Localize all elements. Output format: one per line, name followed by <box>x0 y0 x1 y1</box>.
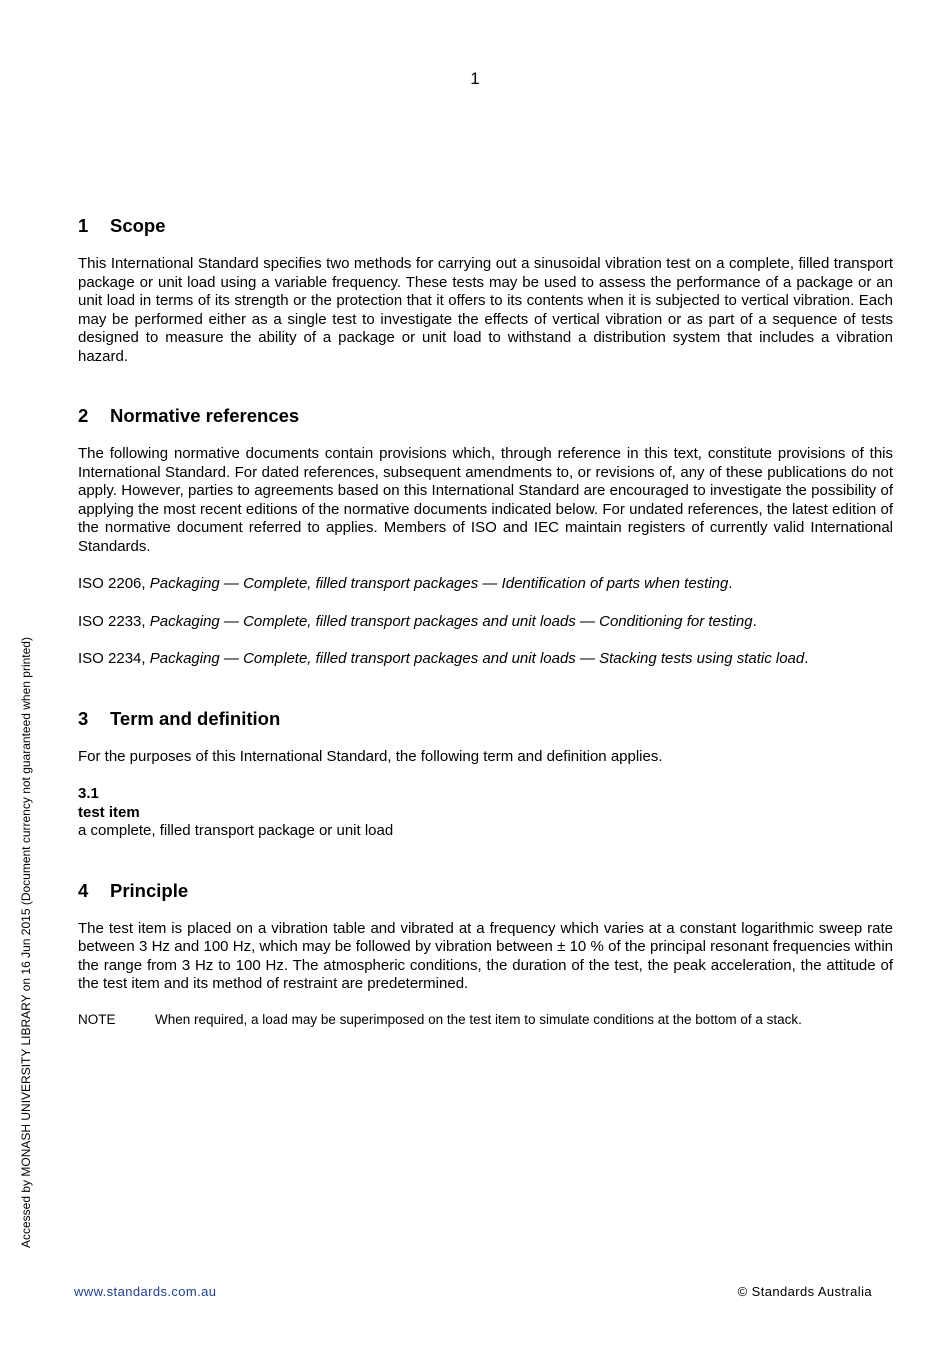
section-title: Scope <box>110 215 166 236</box>
section-number: 4 <box>78 879 89 901</box>
section-number: 2 <box>78 405 89 426</box>
term-definition: a complete, filled transport package or unit load <box>78 822 394 839</box>
principle-paragraph: The test item is placed on a vibration table and vibrated at a frequency which varies at a constant logarithmic sweep rate between 3 Hz and 100 Hz, which may be followed by vibration between ± 10 % of the principal resonant frequencies within the range from 3 Hz to 100 Hz. The atmospheric conditions, the duration of the test, the peak acceleration, the attitude of the test item and its method of restraint are predetermined. <box>78 919 893 992</box>
reference-code: ISO 2234, <box>78 650 146 667</box>
terms-paragraph: For the purposes of this International Standard, the following term and definition applies. <box>78 747 663 765</box>
section-heading-normative <box>78 404 893 428</box>
reference-end: . <box>728 575 733 592</box>
section-title: Principle <box>110 879 189 901</box>
note-label: NOTE <box>78 1011 116 1027</box>
section-number: 1 <box>78 215 89 236</box>
access-notice: Accessed by MONASH UNIVERSITY LIBRARY on 16 Jun 2015 (Document currency not guaranteed when printed) <box>19 637 33 1248</box>
footer-website-link[interactable]: www.standards.com.au <box>74 1284 217 1299</box>
reference-item <box>78 613 893 632</box>
section-term-definition <box>78 707 893 841</box>
footer-copyright: © Standards Australia <box>737 1284 872 1299</box>
section-normative-references <box>78 404 893 669</box>
reference-end: . <box>804 650 809 667</box>
reference-item <box>78 650 893 669</box>
note-text: When required, a load may be superimposed on the test item to simulate conditions at the bottom of a stack. <box>155 1011 802 1027</box>
note <box>78 1011 893 1028</box>
section-heading-principle <box>78 879 893 903</box>
section-heading-scope <box>78 214 893 238</box>
reference-item <box>78 575 893 594</box>
section-principle <box>78 879 893 1028</box>
scope-paragraph: This International Standard specifies two methods for carrying out a sinusoidal vibration test on a complete, filled transport package or unit load using a variable frequency. These tests may be used to assess the performance of a package or an unit load in terms of its strength or the protection that it offers to its contents when it is subjected to vertical vibration. Each may be performed either as a single test to investigate the effects of vertical vibration or as part of a sequence of tests designed to measure the ability of a package or unit load to withstand a distribution system that includes a vibration hazard. <box>78 255 893 365</box>
reference-code: ISO 2233, <box>78 612 146 630</box>
page-number: 1 <box>470 69 480 88</box>
reference-title: Packaging — Complete, filled transport packages — Identification of parts when testing <box>149 575 729 592</box>
term-number: 3.1 <box>78 785 99 802</box>
section-title: Normative references <box>110 405 300 426</box>
normative-paragraph: The following normative documents contain provisions which, through reference in this text, constitute provisions of this International Standard. For dated references, subsequent amendments to, or revisions of, any of these publications do not apply. However, parties to agreements based on this International Standard are encouraged to investigate the possibility of applying the most recent editions of the normative documents indicated below. For undated references, the latest edition of the normative document referred to applies. Members of ISO and IEC maintain registers of currently valid International Standards. <box>78 445 893 555</box>
section-heading-terms <box>78 707 893 731</box>
reference-title: Packaging — Complete, filled transport packages and unit loads — Stacking tests using static load <box>149 650 805 667</box>
reference-end: . <box>752 612 757 630</box>
section-title: Term and definition <box>110 707 281 729</box>
term-name: test item <box>78 803 140 821</box>
document-body <box>78 214 893 1028</box>
section-number: 3 <box>78 707 89 729</box>
reference-code: ISO 2206, <box>78 575 146 592</box>
section-scope <box>78 214 893 366</box>
reference-title: Packaging — Complete, filled transport packages and unit loads — Conditioning for testing <box>149 612 753 630</box>
